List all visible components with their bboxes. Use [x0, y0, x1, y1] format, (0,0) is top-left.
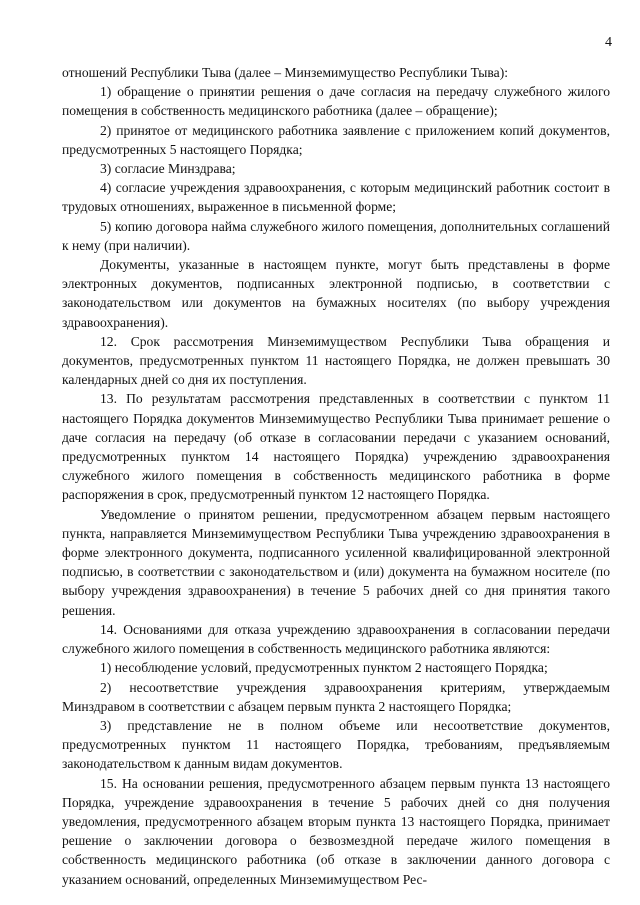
paragraph: 1) обращение о принятии решения о даче согласия на передачу служебного жилого помещения в собственность медицинского работника (далее – обращение); [62, 84, 610, 119]
page-number: 4 [605, 35, 612, 50]
document-body [62, 63, 610, 889]
paragraph: 5) копию договора найма служебного жилого помещения, дополнительных соглашений к нему (при наличии). [62, 218, 610, 253]
paragraph: 13. По результатам рассмотрения представленных в соответствии с пунктом 11 настоящего Порядка документов Минземимущество Республики Тыва принимает решение о даче согласия на передачу (об отказе в согласовании передачи с указанием оснований, предусмотренных пунктом 14 настоящего Порядка) учреждению здравоохранения служебного жилого помещения в собственность медицинского работника в форме распоряжения в срок, предусмотренный пунктом 12 настоящего Порядка. [62, 391, 610, 503]
paragraph: 2) принятое от медицинского работника заявление с приложением копий документов, предусмотренных 5 настоящего Порядка; [62, 122, 610, 157]
paragraph: Уведомление о принятом решении, предусмотренном абзацем первым настоящего пункта, направляется Минземимуществом Республики Тыва учреждению здравоохранения в форме электронного документа, подписанного усиленной квалифицированной электронной подписью, в соответствии с законодательством и (или) документа на бумажном носителе (по выбору учреждения здравоохранения) в течение 5 рабочих дней со дня принятия такого решения. [62, 506, 610, 618]
paragraph: отношений Республики Тыва (далее – Минземимущество Республики Тыва): [62, 65, 508, 80]
paragraph: 3) согласие Минздрава; [100, 161, 236, 177]
paragraph: 12. Срок рассмотрения Минземимуществом Республики Тыва обращения и документов, предусмотренных пунктом 11 настоящего Порядка, не должен превышать 30 календарных дней со дня их поступления. [62, 333, 610, 388]
paragraph: 1) несоблюдение условий, предусмотренных пунктом 2 настоящего Порядка; [100, 660, 548, 676]
paragraph: 15. На основании решения, предусмотренного абзацем первым пункта 13 настоящего Порядка, учреждение здравоохранения в течение 5 рабочих дней со дня получения уведомления, предусмотренного абзацем вторым пункта 13 настоящего Порядка, принимает решение о заключении договора о безвозмездной передаче жилого помещения в собственность медицинского работника (об отказе в заключении данного договора с указанием оснований, определенных Минземимуществом Рес- [62, 775, 610, 887]
paragraph: 2) несоответствие учреждения здравоохранения критериям, утверждаемым Минздравом в соответствии с абзацем первым пункта 2 настоящего Порядка; [62, 679, 610, 714]
paragraph: 14. Основаниями для отказа учреждению здравоохранения в согласовании передачи служебного жилого помещения в собственность медицинского работника являются: [62, 621, 610, 657]
paragraph: 3) представление не в полном объеме или несоответствие документов, предусмотренных пунктом 11 настоящего Порядка, требованиям, предъявляемым законодательством к данным видам документов. [62, 717, 610, 772]
paragraph: 4) согласие учреждения здравоохранения, с которым медицинский работник состоит в трудовых отношениях, выраженное в письменной форме; [62, 180, 610, 215]
paragraph: Документы, указанные в настоящем пункте, могут быть представлены в форме электронных документов, подписанных электронной подписью, в соответствии с законодательством или документов на бумажных носителях (по выбору учреждения здравоохранения). [62, 257, 610, 330]
